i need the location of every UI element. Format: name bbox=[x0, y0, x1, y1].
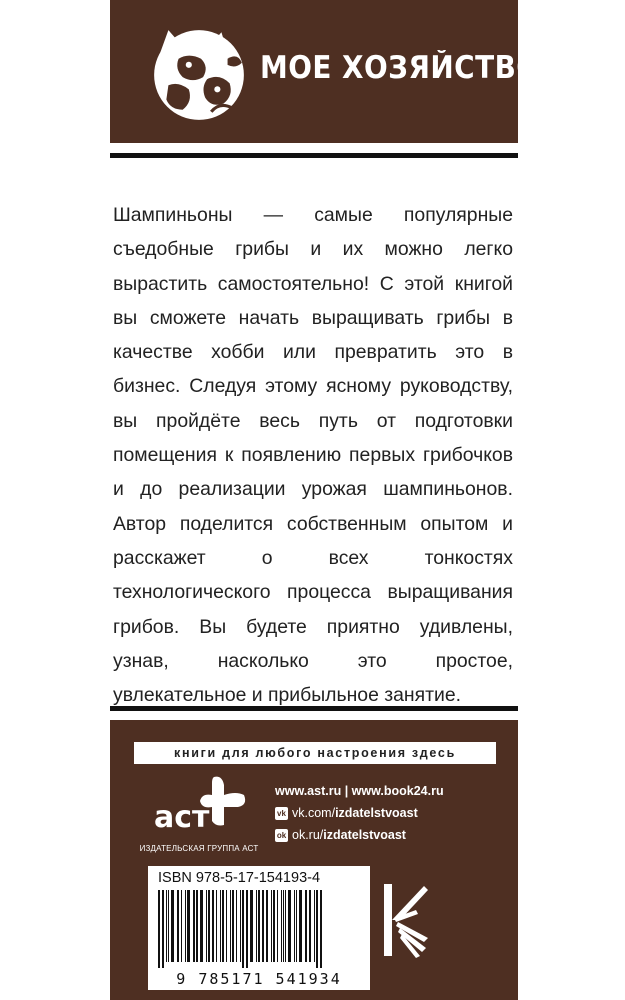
barcode-bar bbox=[305, 890, 307, 962]
barcode-bar bbox=[283, 890, 284, 962]
barcode-bar bbox=[162, 890, 164, 968]
barcode-bar bbox=[185, 890, 186, 962]
ast-logo-icon bbox=[150, 775, 250, 835]
barcode-bar bbox=[242, 890, 244, 968]
barcode-bar bbox=[166, 890, 167, 962]
barcode-bar bbox=[226, 890, 227, 962]
series-title: МОЕ ХОЗЯЙСТВО bbox=[260, 50, 541, 86]
barcode-bar bbox=[262, 890, 264, 962]
barcode-bar bbox=[314, 890, 315, 962]
barcode-digits: 9 785171 541934 bbox=[176, 970, 342, 988]
barcode-bar bbox=[271, 890, 272, 962]
barcode-bar bbox=[281, 890, 282, 962]
publisher-name: ИЗДАТЕЛЬСКАЯ ГРУППА АСТ bbox=[139, 844, 259, 853]
barcode-bar bbox=[296, 890, 297, 962]
barcode-bar bbox=[171, 890, 174, 962]
barcode-bar bbox=[256, 890, 257, 962]
barcode-bar bbox=[246, 890, 248, 968]
series-banner bbox=[110, 0, 541, 143]
publisher-footer bbox=[110, 720, 518, 1000]
barcode-bar bbox=[294, 890, 295, 962]
ok-link-prefix: ok.ru/ bbox=[292, 828, 324, 842]
barcode bbox=[156, 890, 362, 968]
barcode-bar bbox=[200, 890, 203, 962]
barcode-bar bbox=[236, 890, 237, 962]
barcode-panel bbox=[148, 866, 370, 990]
publisher-links bbox=[275, 780, 444, 846]
vk-icon: vk bbox=[275, 807, 288, 820]
barcode-bar bbox=[277, 890, 278, 962]
barcode-bar bbox=[222, 890, 224, 962]
barcode-bar bbox=[288, 890, 291, 962]
barcode-bar bbox=[285, 890, 286, 962]
vk-link[interactable] bbox=[275, 802, 444, 824]
odnoklassniki-icon: ok bbox=[276, 830, 287, 840]
book-back-cover bbox=[110, 0, 541, 1000]
barcode-bar bbox=[240, 890, 241, 962]
barcode-bar bbox=[273, 890, 275, 962]
publisher-logo-text: аст bbox=[154, 800, 210, 835]
divider-bottom bbox=[110, 706, 518, 711]
isbn-number: ISBN 978-5-17-154193-4 bbox=[158, 870, 321, 886]
barcode-bar bbox=[320, 890, 322, 968]
barcode-bar bbox=[232, 890, 234, 962]
barcode-bar bbox=[212, 890, 214, 962]
website-links[interactable]: www.ast.ru | www.book24.ru bbox=[275, 784, 444, 798]
barcode-bar bbox=[196, 890, 198, 962]
barcode-bar bbox=[216, 890, 217, 962]
barcode-bar bbox=[177, 890, 179, 962]
barcode-bar bbox=[258, 890, 260, 962]
barcode-bar bbox=[187, 890, 190, 962]
barcode-bar bbox=[220, 890, 221, 962]
ok-link[interactable] bbox=[275, 824, 444, 846]
farm-animals-emblem-icon bbox=[148, 22, 250, 124]
barcode-bar bbox=[208, 890, 210, 962]
ok-link-handle: izdatelstvoast bbox=[323, 828, 406, 842]
barcode-bar bbox=[250, 890, 253, 962]
book-description: Шампиньоны — самые популярные съедобные грибы и их можно легко вырастить самостоятельно! С этой книгой вы сможете начать выращивать грибы в качестве хобби или превратить это в бизнес. Следуя этому ясному руководству, вы пройдёте весь путь от подготовки помещения к появлению первых грибочков и до реализации урожая шампиньонов. Автор поделится собственным опытом и расскажет о всех тонкостях технологического процесса выращивания грибов. Вы будете приятно удивлены, узнав, насколько это простое, увлекательное и прибыльное занятие. bbox=[113, 204, 513, 707]
vk-link-handle: izdatelstvoast bbox=[335, 806, 418, 820]
divider-top bbox=[110, 153, 518, 158]
barcode-bar bbox=[316, 890, 318, 968]
barcode-bar bbox=[181, 890, 182, 962]
barcode-bar bbox=[309, 890, 311, 962]
barcode-bar bbox=[158, 890, 160, 968]
barcode-bar bbox=[299, 890, 302, 962]
barcode-bar bbox=[168, 890, 169, 962]
barcode-bar bbox=[193, 890, 195, 962]
slogan-banner: книги для любого настроения здесь bbox=[134, 742, 496, 764]
barcode-bar bbox=[206, 890, 207, 962]
barcode-bar bbox=[266, 890, 268, 962]
vk-link-prefix: vk.com/ bbox=[292, 806, 336, 820]
barcode-bar bbox=[230, 890, 231, 962]
k-book-imprint-icon bbox=[380, 880, 430, 960]
